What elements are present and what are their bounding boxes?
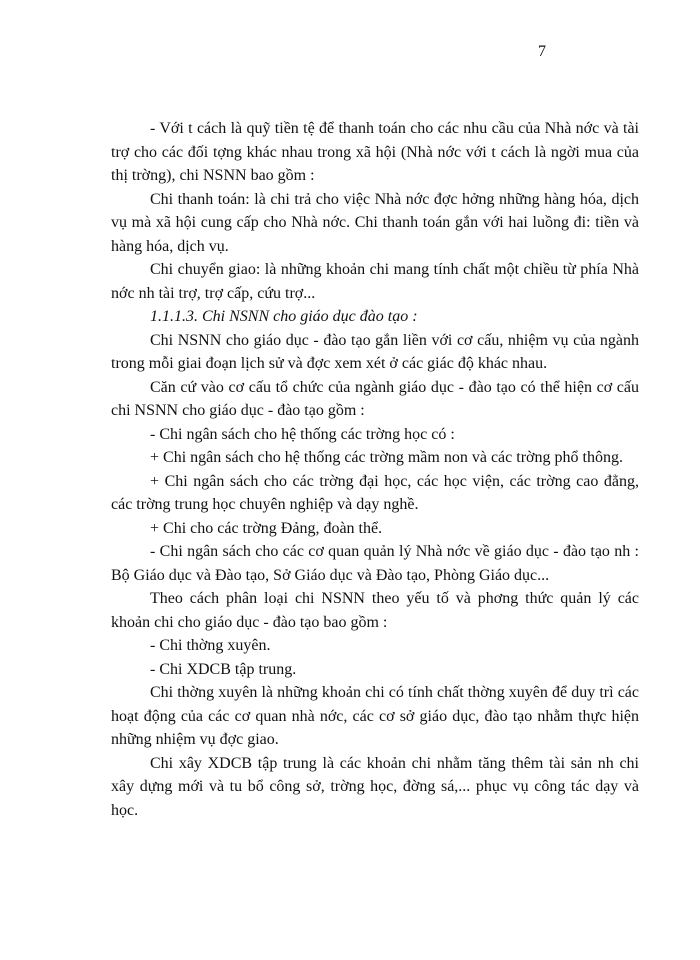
- page-number: 7: [538, 43, 546, 60]
- list-item-party-schools: + Chi cho các trờng Đảng, đoàn thể.: [150, 519, 383, 537]
- paragraph-structure-basis: Căn cứ vào cơ cấu tổ chức của ngành giáo dục - đào tạo có thể hiện cơ cấu chi NSNN cho giáo dục - đào tạo gồm :: [111, 378, 639, 419]
- paragraph-transfer-spending: Chi chuyển giao: là những khoản chi mang tính chất một chiều từ phía Nhà nớc nh tài trợ, trợ cấp, cứu trợ...: [111, 261, 639, 302]
- paragraph-recurrent-definition: Chi thờng xuyên là những khoản chi có tính chất thờng xuyên để duy trì các hoạt động của các cơ quan nhà nớc, các cơ sở giáo dục, đào tạo nhằm thực hiện những nhiệm vụ đợc giao.: [111, 684, 639, 748]
- list-item-school-system: - Chi ngân sách cho hệ thống các trờng học có :: [150, 425, 455, 443]
- paragraph-fund-role: - Với t cách là quỹ tiền tệ để thanh toán cho các nhu cầu của Nhà nớc và tài trợ cho các đối tợng khác nhau trong xã hội (Nhà nớc với t cách là ngời mua của thị trờng), chi NSNN bao gồm :: [111, 120, 639, 184]
- paragraph-capital-definition: Chi xây XDCB tập trung là các khoản chi nhằm tăng thêm tài sản nh chi xây dựng mới và tu bổ công sở, trờng học, đờng sá,... phục vụ công tác dạy và học.: [111, 754, 639, 819]
- list-item-preschool-general: + Chi ngân sách cho hệ thống các trờng mầm non và các trờng phổ thông.: [150, 449, 623, 466]
- section-heading: 1.1.1.3. Chi NSNN cho giáo dục đào tạo :: [150, 308, 418, 325]
- document-body: [111, 117, 639, 822]
- list-item-higher-education: + Chi ngân sách cho các trờng đại học, các học viện, các trờng cao đẳng, các trờng trung học chuyên nghiệp và dạy nghề.: [111, 472, 639, 513]
- paragraph-classification: Theo cách phân loại chi NSNN theo yếu tố và phơng thức quản lý các khoản chi cho giáo dục - đào tạo bao gồm :: [111, 590, 639, 631]
- list-item-capital: - Chi XDCB tập trung.: [150, 660, 297, 678]
- list-item-management-agencies: - Chi ngân sách cho các cơ quan quản lý Nhà nớc về giáo dục - đào tạo nh : Bộ Giáo dục và Đào tạo, Sở Giáo dục và Đào tạo, Phòng Giáo dục...: [111, 543, 639, 584]
- paragraph-payment-spending: Chi thanh toán: là chi trả cho việc Nhà nớc đợc hởng những hàng hóa, dịch vụ mà xã hội cung cấp cho Nhà nớc. Chi thanh toán gắn với hai luồng đi: tiền và hàng hóa, dịch vụ.: [111, 190, 639, 255]
- paragraph-education-spending: Chi NSNN cho giáo dục - đào tạo gắn liền với cơ cấu, nhiệm vụ của ngành trong mỗi giai đoạn lịch sử và đợc xem xét ở các giác độ khác nhau.: [111, 331, 639, 372]
- list-item-recurrent: - Chi thờng xuyên.: [150, 637, 271, 654]
